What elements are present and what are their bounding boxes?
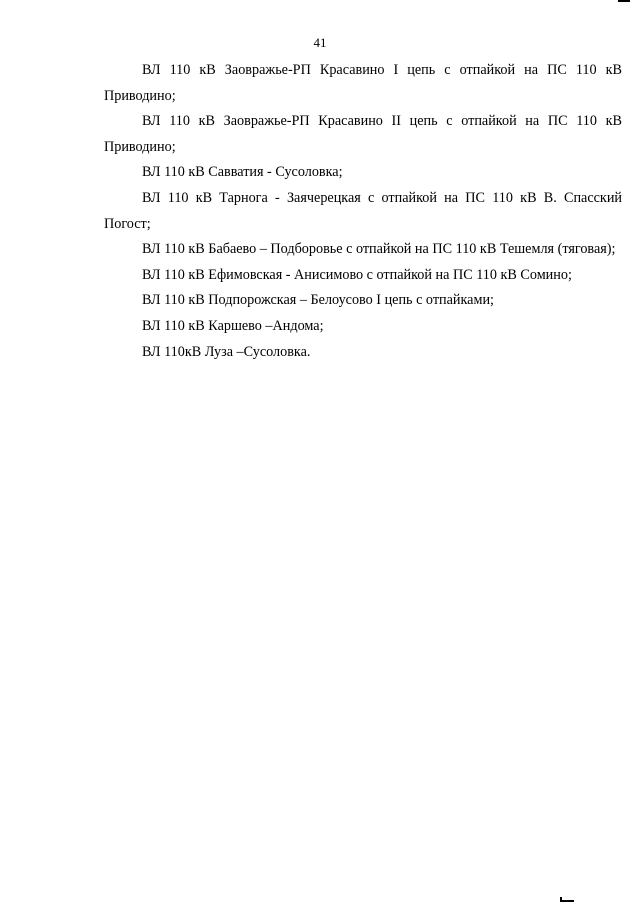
document-body xyxy=(104,58,622,365)
paragraph-line-1: ВЛ 110 кВ Заовражье-РП Красавино I цепь с отпайкой на ПС 110 кВ Приводино; xyxy=(104,62,622,104)
paragraph-line-3: ВЛ 110 кВ Савватия - Сусоловка; xyxy=(142,164,343,181)
paragraph-line-7: ВЛ 110 кВ Подпорожская – Белоусово I цепь с отпайками; xyxy=(142,292,494,309)
page-number: 41 xyxy=(313,35,327,50)
paragraph-line-8: ВЛ 110 кВ Каршево –Андома; xyxy=(142,317,324,334)
scan-corner-mark-bottom xyxy=(562,900,574,902)
paragraph-line-2: ВЛ 110 кВ Заовражье-РП Красавино II цепь с отпайкой на ПС 110 кВ Приводино; xyxy=(104,113,622,155)
paragraph-line-9: ВЛ 110кВ Луза –Сусоловка. xyxy=(142,343,311,360)
scan-corner-mark-top xyxy=(618,0,630,2)
paragraph-line-5: ВЛ 110 кВ Бабаево – Подборовье с отпайкой на ПС 110 кВ Тешемля (тяговая); xyxy=(142,241,616,258)
paragraph-line-4: ВЛ 110 кВ Тарнога - Заячерецкая с отпайкой на ПС 110 кВ В. Спасский Погост; xyxy=(104,189,622,232)
paragraph-line-6: ВЛ 110 кВ Ефимовская - Анисимово с отпайкой на ПС 110 кВ Сомино; xyxy=(142,266,572,283)
